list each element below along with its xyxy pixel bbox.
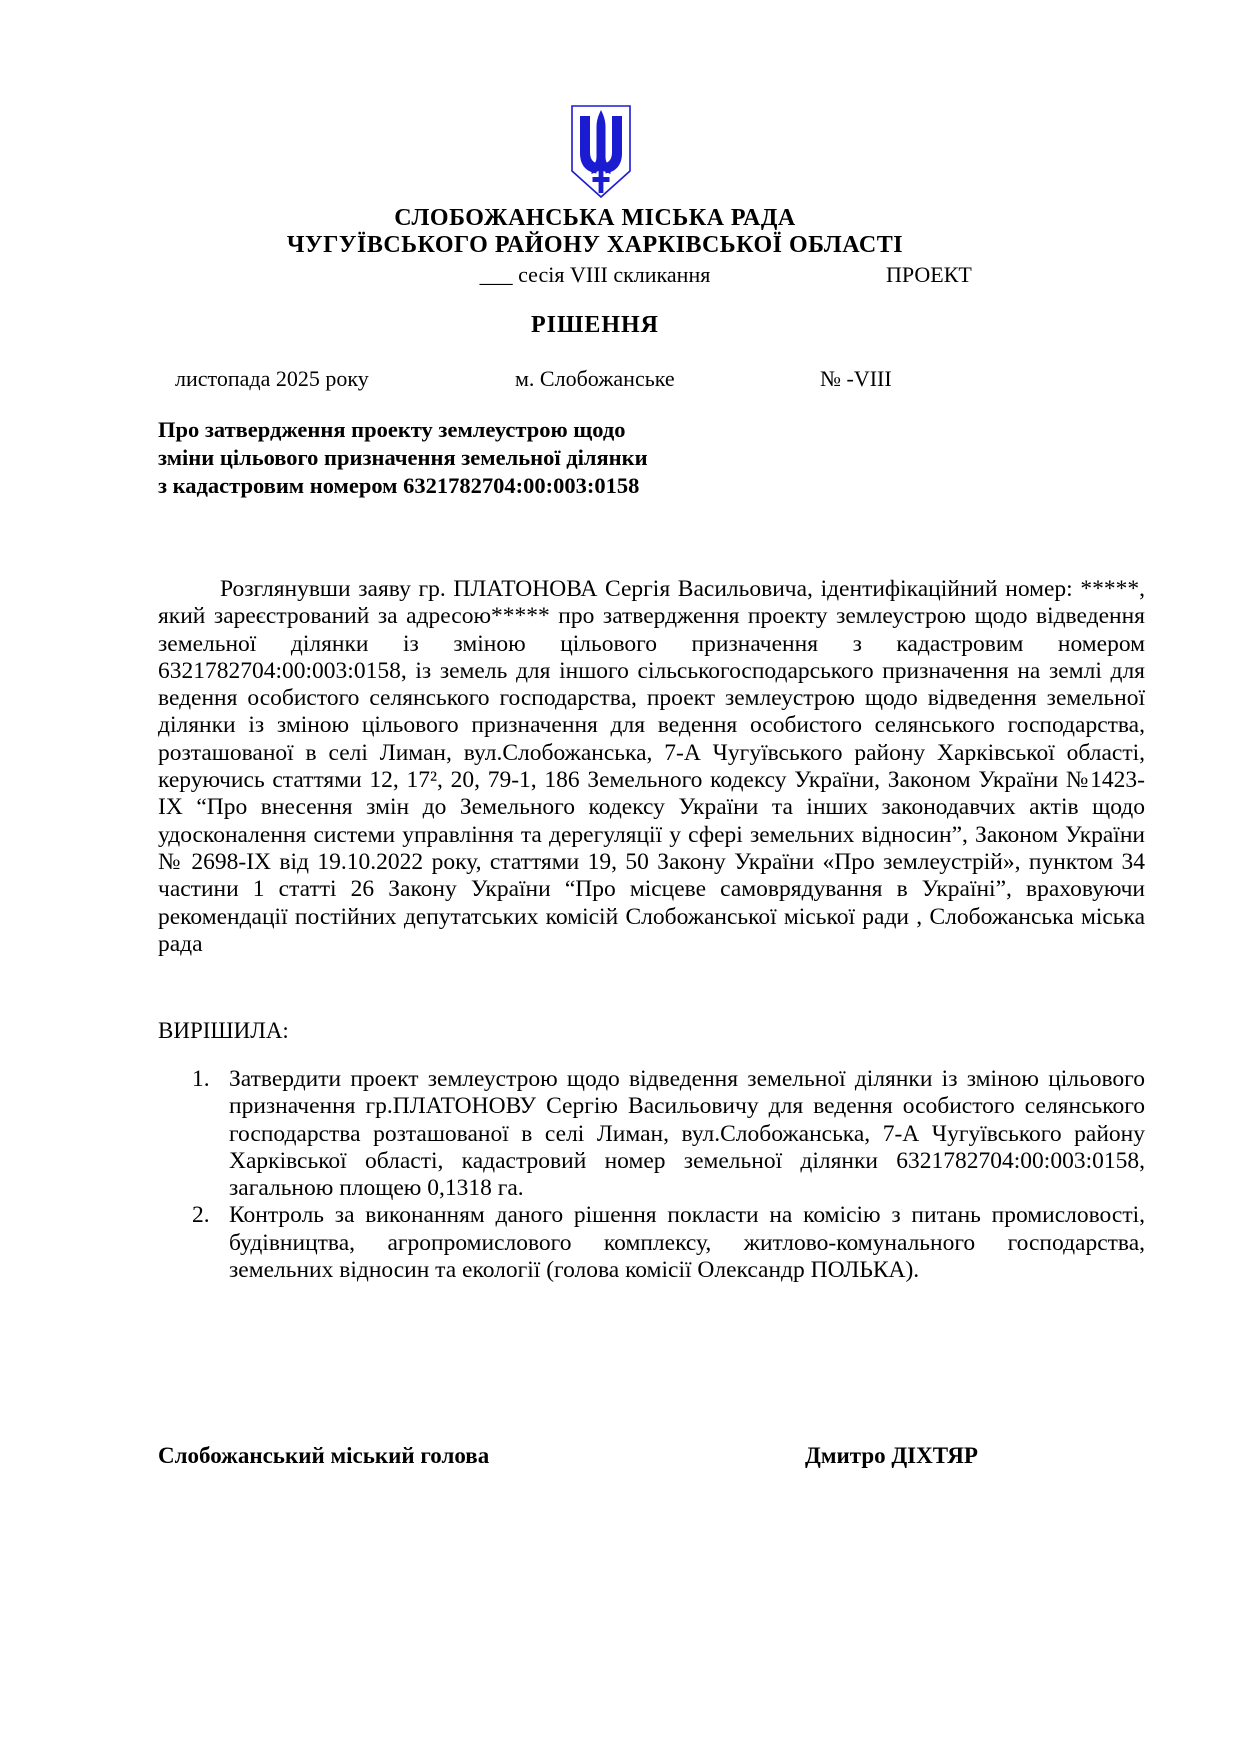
preamble-paragraph: Розглянувши заяву гр. ПЛАТОНОВА Сергія Васильовича, ідентифікаційний номер: *****, який зареєстрований за адресою***** про затвердження проекту землеустрою щодо відведення земельної ділянки із зміною цільового призначення з кадастровим номером 6321782704:00:003:0158, із земель для іншого сільськогосподарського призначення на землі для ведення особистого селянського господарства, проект землеустрою щодо відведення земельної ділянки із зміною цільового призначення для ведення особистого селянського господарства, розташованої в селі Лиман, вул.Слобожанська, 7-А Чугуївського району Харківської області, керуючись статтями 12, 17², 20, 79-1, 186 Земельного кодексу України, Законом України №1423-ІХ “Про внесення змін до Земельного кодексу України та інших законодавчих актів щодо удосконалення системи управління та дерегуляції у сфері земельних відносин”, Законом України № 2698-ІХ від 19.10.2022 року, статтями 19, 50 Закону України «Про землеустрій», пунктом 34 частини 1 статті 26 Закону України “Про місцеве самоврядування в Україні”, враховуючи рекомендації постійних депутатських комісій Слобожанської міської ради , Слобожанська міська рада	[158, 576, 1145, 957]
item-text: Контроль за виконанням даного рішення покласти на комісію з питань промисловості, будівництва, агропромислового комплексу, житлово-комунального господарства, земельних відносин та екології (голова комісії Олександр ПОЛЬКА).	[229, 1202, 1145, 1284]
session-line: ___ сесія VIII скликання	[479, 262, 711, 287]
header-block	[0, 205, 1190, 288]
item-text: Затвердити проект землеустрою щодо відведення земельної ділянки із зміною цільового призначення гр.ПЛАТОНОВУ Сергію Васильовичу для ведення особистого селянського господарства розташованої в селі Лиман, вул.Слобожанська, 7-А Чугуївського району Харківської області, кадастровий номер земельної ділянки 6321782704:00:003:0158, загальною площею 0,1318 га.	[229, 1066, 1145, 1202]
council-name-line2: ЧУГУЇВСЬКОГО РАЙОНУ ХАРКІВСЬКОЇ ОБЛАСТІ	[286, 232, 904, 258]
signer-position: Слобожанський міський голова	[158, 1443, 490, 1468]
document-date: листопада 2025 року	[175, 366, 369, 391]
subject-line1: Про затвердження проекту землеустрою щодо	[158, 417, 626, 442]
item-number: 1.	[192, 1066, 210, 1092]
subject-block	[158, 416, 778, 500]
document-place: м. Слобожанське	[515, 366, 675, 391]
draft-label: ПРОЕКТ	[886, 262, 972, 287]
resolved-heading: ВИРІШИЛА:	[158, 1018, 289, 1043]
subject-line3: з кадастровим номером 6321782704:00:003:0158	[158, 473, 640, 498]
trident-emblem-icon	[570, 104, 632, 200]
document-number: № -VIII	[820, 366, 892, 391]
item-number: 2.	[192, 1202, 210, 1229]
resolution-list	[192, 1066, 1145, 1284]
council-name-line1: СЛОБОЖАНСЬКА МІСЬКА РАДА	[394, 205, 796, 231]
signer-name: Дмитро ДІХТЯР	[805, 1443, 978, 1468]
subject-line2: зміни цільового призначення земельної ділянки	[158, 445, 648, 470]
resolution-item	[192, 1202, 1145, 1284]
document-type-title: РІШЕННЯ	[530, 312, 660, 338]
resolution-item	[192, 1066, 1145, 1202]
